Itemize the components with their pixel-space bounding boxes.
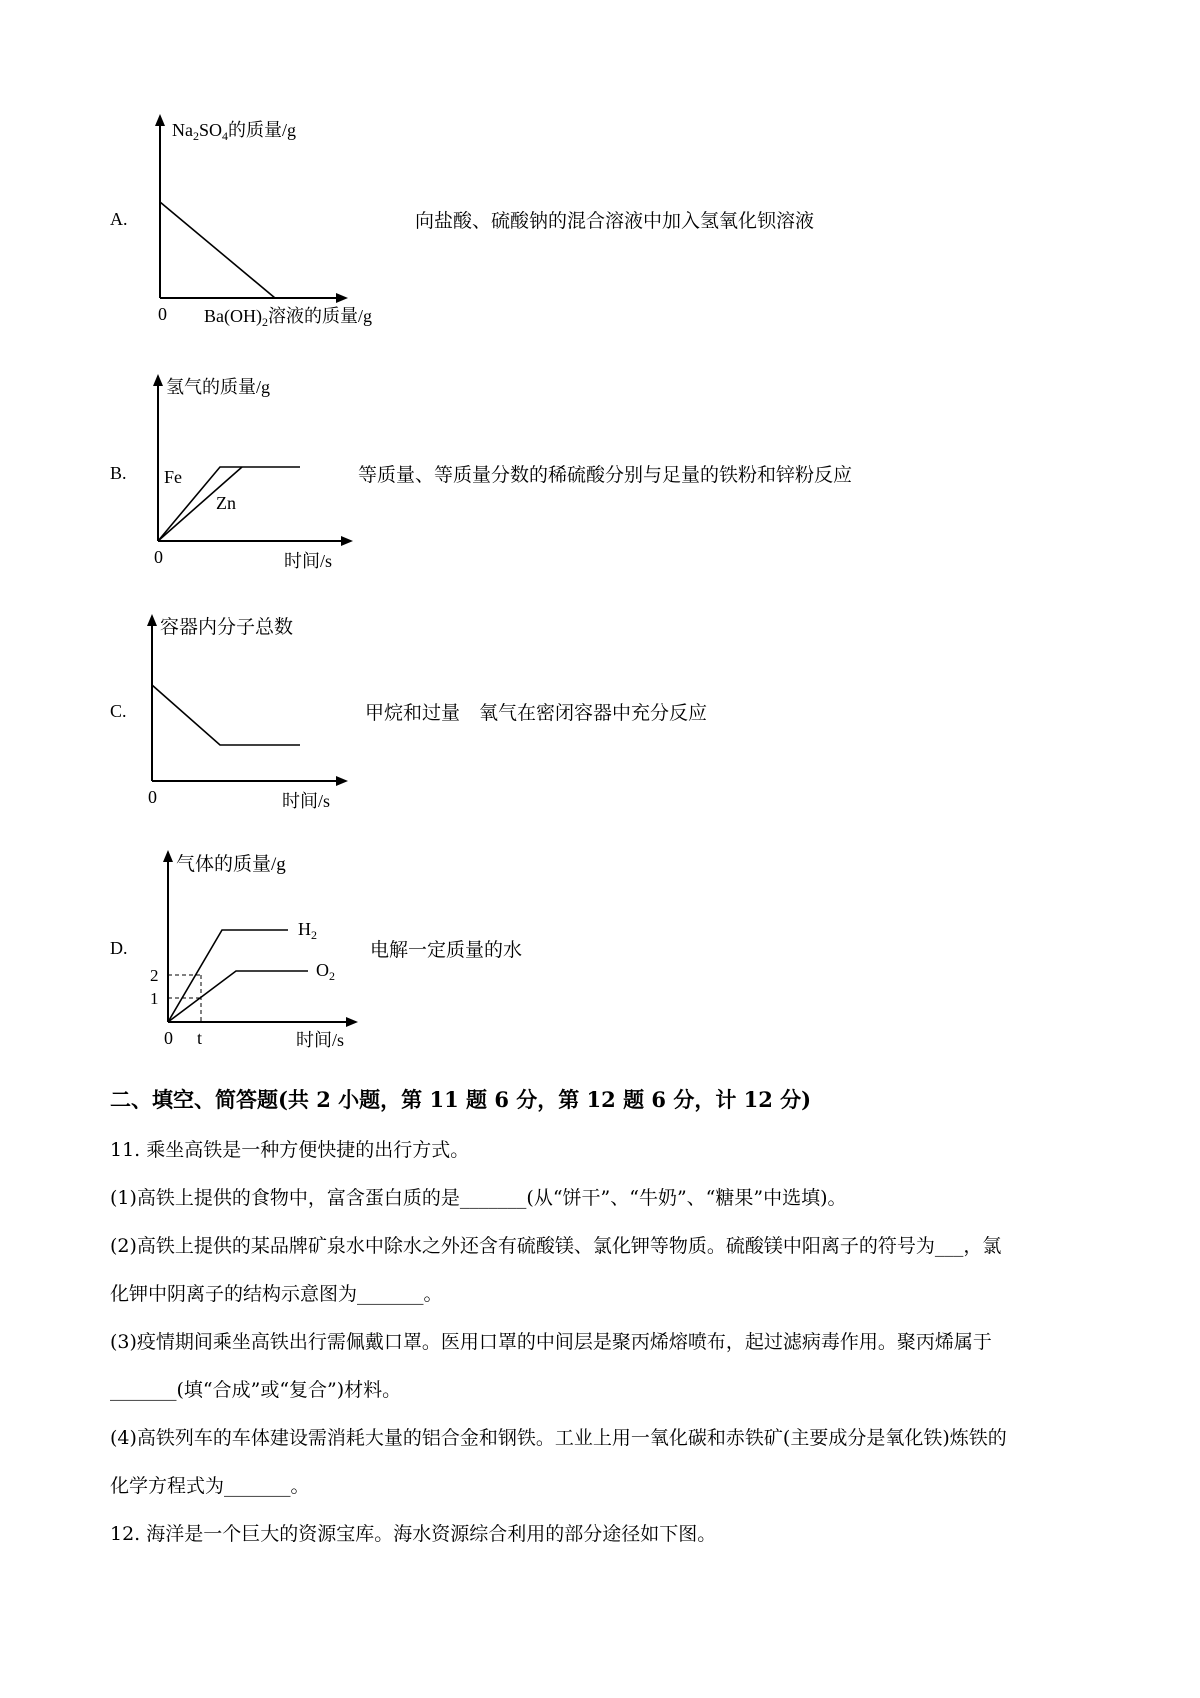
option-a-letter: A. xyxy=(110,209,128,229)
option-d-description: 电解一定质量的水 xyxy=(370,939,523,961)
question-11-part-3-line-2: _______(填“合成”或“复合”)材料。 xyxy=(110,1379,402,1401)
x-axis-arrow xyxy=(336,776,348,786)
zn-label: Zn xyxy=(216,493,236,513)
origin-label: 0 xyxy=(154,547,163,567)
y-axis-label: 气体的质量/g xyxy=(176,854,286,875)
origin-label: 0 xyxy=(148,787,157,807)
y-tick-1: 1 xyxy=(150,989,159,1008)
option-c-graph xyxy=(140,610,370,825)
question-11-stem: 11. 乘坐高铁是一种方便快捷的出行方式。 xyxy=(110,1139,470,1161)
x-axis-arrow xyxy=(341,536,353,546)
origin-label: 0 xyxy=(158,304,167,324)
section-heading: 二、填空、简答题(共 2 小题，第 11 题 6 分，第 12 题 6 分，计 12 分) xyxy=(110,1087,812,1112)
o2-label: $O_2$ xyxy=(316,960,335,983)
x-axis-arrow xyxy=(336,293,348,303)
option-c-letter: C. xyxy=(110,701,127,721)
option-c-description: 甲烷和过量 氧气在密闭容器中充分反应 xyxy=(365,702,708,724)
question-12-stem: 12. 海洋是一个巨大的资源宝库。海水资源综合利用的部分途径如下图。 xyxy=(110,1523,717,1545)
na2so4-line xyxy=(160,202,275,298)
question-11-part-2-line-1: (2)高铁上提供的某品牌矿泉水中除水之外还含有硫酸镁、氯化钾等物质。硫酸镁中阳离子的符号为___，氯 xyxy=(110,1235,1002,1257)
question-11-part-4-line-2: 化学方程式为_______。 xyxy=(110,1475,310,1497)
question-11-part-1: (1)高铁上提供的食物中，富含蛋白质的是_______(从“饼干”、“牛奶”、“糖果”中选填)。 xyxy=(110,1187,847,1209)
x-axis-label: 时间/s xyxy=(282,791,331,811)
y-axis-arrow xyxy=(163,850,173,862)
y-axis-label: $Na_2SO_4$的质量/g xyxy=(172,120,297,143)
question-11-part-4-line-1: (4)高铁列车的车体建设需消耗大量的铝合金和钢铁。工业上用一氧化碳和赤铁矿(主要成分是氧化铁)炼铁的 xyxy=(110,1427,1007,1449)
x-axis-label: $Ba(OH)_2$溶液的质量/g xyxy=(204,306,372,329)
molecule-count-line xyxy=(152,685,300,745)
option-d-letter: D. xyxy=(110,938,128,958)
x-axis-arrow xyxy=(346,1017,358,1027)
question-11-part-3-line-1: (3)疫情期间乘坐高铁出行需佩戴口罩。医用口罩的中间层是聚丙烯熔喷布，起过滤病毒作用。聚丙烯属于 xyxy=(110,1331,992,1353)
option-b-graph xyxy=(140,370,370,585)
fe-label: Fe xyxy=(164,467,182,487)
option-d-graph xyxy=(140,846,380,1061)
y-axis-arrow xyxy=(147,614,157,626)
x-axis-label: 时间/s xyxy=(284,551,333,571)
o2-line xyxy=(168,971,308,1022)
x-axis-label: 时间/s xyxy=(296,1030,345,1050)
question-11-part-2-line-2: 化钾中阴离子的结构示意图为_______。 xyxy=(110,1283,443,1305)
y-tick-2: 2 xyxy=(150,966,159,985)
y-axis-label: 容器内分子总数 xyxy=(160,617,294,638)
h2-label: $H_2$ xyxy=(298,919,317,942)
y-axis-arrow xyxy=(153,374,163,386)
x-tick-t: t xyxy=(197,1028,203,1048)
option-a-graph xyxy=(140,112,400,327)
option-b-description: 等质量、等质量分数的稀硫酸分别与足量的铁粉和锌粉反应 xyxy=(358,464,853,486)
option-a-description: 向盐酸、硫酸钠的混合溶液中加入氢氧化钡溶液 xyxy=(415,210,815,232)
option-b-letter: B. xyxy=(110,463,127,483)
y-axis-label: 氢气的质量/g xyxy=(166,377,271,397)
y-axis-arrow xyxy=(155,114,165,126)
origin-label: 0 xyxy=(164,1028,173,1048)
